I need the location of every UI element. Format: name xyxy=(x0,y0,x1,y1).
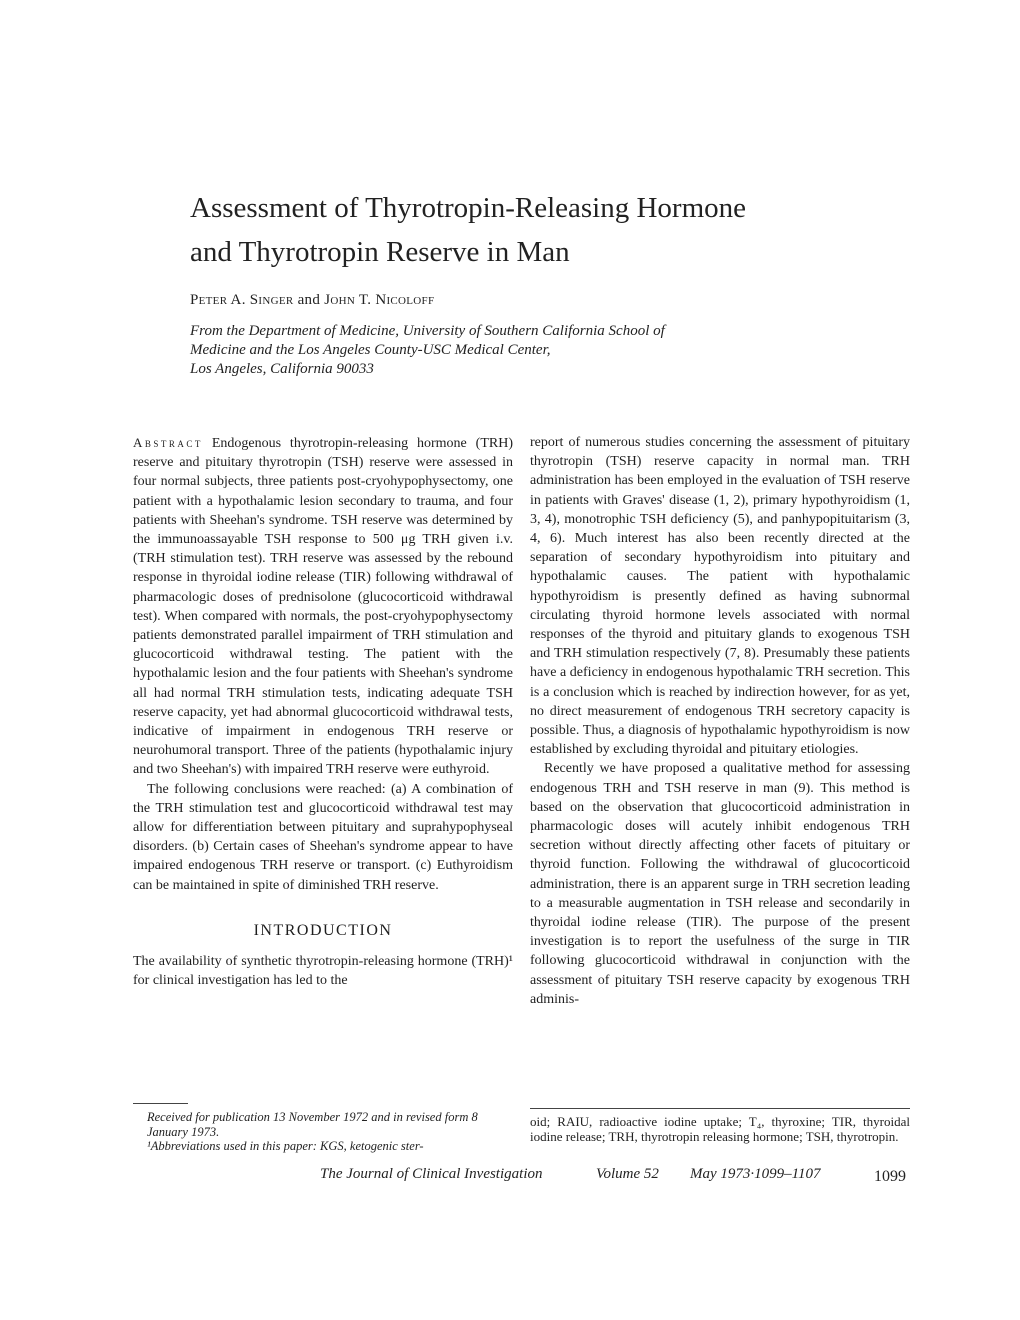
footnote-rule xyxy=(133,1103,188,1104)
received-note: Received for publication 13 November 1972 and in revised form 8 January 1973. xyxy=(147,1110,478,1139)
abstract-label: Abstract xyxy=(133,435,203,450)
journal-volume: Volume 52 xyxy=(596,1166,659,1182)
page-number: 1099 xyxy=(874,1168,906,1185)
title-line-1: Assessment of Thyrotropin-Releasing Hormone xyxy=(190,192,747,224)
abstract-text: Endogenous thyrotropin-releasing hormone (TRH) reserve and pituitary thyrotropin (TSH) reserve were assessed in four normal subjects, three patients post-cryohypophysectomy, one patient with a hypothalamic lesion secondary to trauma, and four patients with Sheehan's syndrome. TSH reserve was determined by the immunoassayable TSH response to 500 μg TRH given i.v. (TRH stimulation test). TRH reserve was assessed by the rebound response in thyroidal iodine release (TIR) following withdrawal of pharmacologic doses of prednisolone (glucocorticoid withdrawal test). When compared with normals, the post-cryohypophysectomy patients demonstrated parallel impairment of TRH stimulation and glucocorticoid withdrawal testing. The patient with the hypothalamic lesion and the four patients with Sheehan's syndrome all had normal TRH stimulation tests, indicating adequate TSH reserve capacity, yet had abnormal glucocorticoid withdrawal tests, indicative of impairment in endogenous TRH reserve or neurohumoral transport. Three of the patients (hypothalamic injury and two Sheehan's) with impaired TRH reserve were euthyroid. xyxy=(133,436,513,778)
footnotes-left xyxy=(133,1103,513,1154)
author-list xyxy=(190,292,434,309)
affiliation-line-3: Los Angeles, California 90033 xyxy=(190,361,374,377)
footnote-rule-right xyxy=(530,1108,910,1109)
article-title xyxy=(190,186,890,274)
abstract-paragraph xyxy=(133,433,513,780)
introduction-paragraph-continued: report of numerous studies concerning the assessment of pituitary thyrotropin (TSH) reserve capacity in normal man. TRH administration has been employed in the evaluation of TSH reserve in patients with Graves' disease (1, 2), primary hypothyroidism (1, 3, 4), monotrophic TSH deficiency (5), and panhypopituitarism (3, 4, 6). Much interest has also been recently directed at the separation of secondary hypothyroidism into pituitary and hypothalamic causes. The patient with hypothalamic hypothyroidism is presently defined as having subnormal circulating thyroid hormone levels associated with normal responses of the thyroid and pituitary glands to exogenous TSH and TRH stimulation respectively (7, 8). Presumably these patients have a deficiency in endogenous hypothalamic TRH secretion. This is a conclusion which is reached by indirection however, for as yet, no direct measurement of endogenous TRH secretory capacity is possible. Thus, a diagnosis of hypothalamic hypothyroidism is now established by excluding thyroidal and pituitary etiologies. xyxy=(530,435,910,758)
abbreviations-note-continued: oid; RAIU, radioactive iodine uptake; T₄, thyroxine; TIR, thyroidal iodine release; TRH, thyrotropin releasing hormone; TSH, thyrotropin. xyxy=(530,1114,910,1144)
abstract-conclusions: The following conclusions were reached: (a) A combination of the TRH stimulation test and glucocorticoid withdrawal test may allow for differentiation between pituitary and suprahypophyseal disorders. (b) Certain cases of Sheehan's syndrome appear to have impaired endogenous TRH reserve or transport. (c) Euthyroidism can be maintained in spite of diminished TRH reserve. xyxy=(133,781,513,893)
author-nicoloff: John T. Nicoloff xyxy=(324,292,435,308)
right-column xyxy=(530,433,910,1009)
introduction-paragraph-start: The availability of synthetic thyrotropin-releasing hormone (TRH)¹ for clinical investigation has led to the xyxy=(133,954,513,989)
abbreviations-note: ¹Abbreviations used in this paper: KGS, ketogenic ster- xyxy=(147,1139,424,1153)
affiliation-line-1: From the Department of Medicine, University of Southern California School of xyxy=(190,323,665,339)
affiliation-line-2: Medicine and the Los Angeles County-USC Medical Center, xyxy=(190,342,551,358)
author-conjunction: and xyxy=(293,292,325,308)
introduction-paragraph-2: Recently we have proposed a qualitative method for assessing endogenous TRH and TSH reserve in man (9). This method is based on the observation that glucocorticoid administration in pharmacologic doses will acutely inhibit endogenous TRH secretion without directly affecting other facets of pituitary or thyroid function. Following the withdrawal of glucocorticoid administration, there is an apparent surge in TRH secretion leading to a measurable augmentation in TSH release and secondarily in thyroidal iodine release (TIR). The purpose of the present investigation is to report the usefulness of the surge in TIR following glucocorticoid withdrawal in conjunction with the assessment of pituitary TSH reserve capacity by exogenous TRH adminis- xyxy=(530,761,910,1007)
author-singer: Peter A. Singer xyxy=(190,292,294,308)
issue-date-pages: May 1973·1099–1107 xyxy=(690,1166,821,1182)
introduction-heading: INTRODUCTION xyxy=(253,921,393,939)
journal-name: The Journal of Clinical Investigation xyxy=(320,1166,543,1182)
left-column xyxy=(133,433,513,990)
title-line-2: and Thyrotropin Reserve in Man xyxy=(190,236,570,268)
affiliation xyxy=(190,322,810,379)
footnotes-right xyxy=(530,1108,910,1144)
